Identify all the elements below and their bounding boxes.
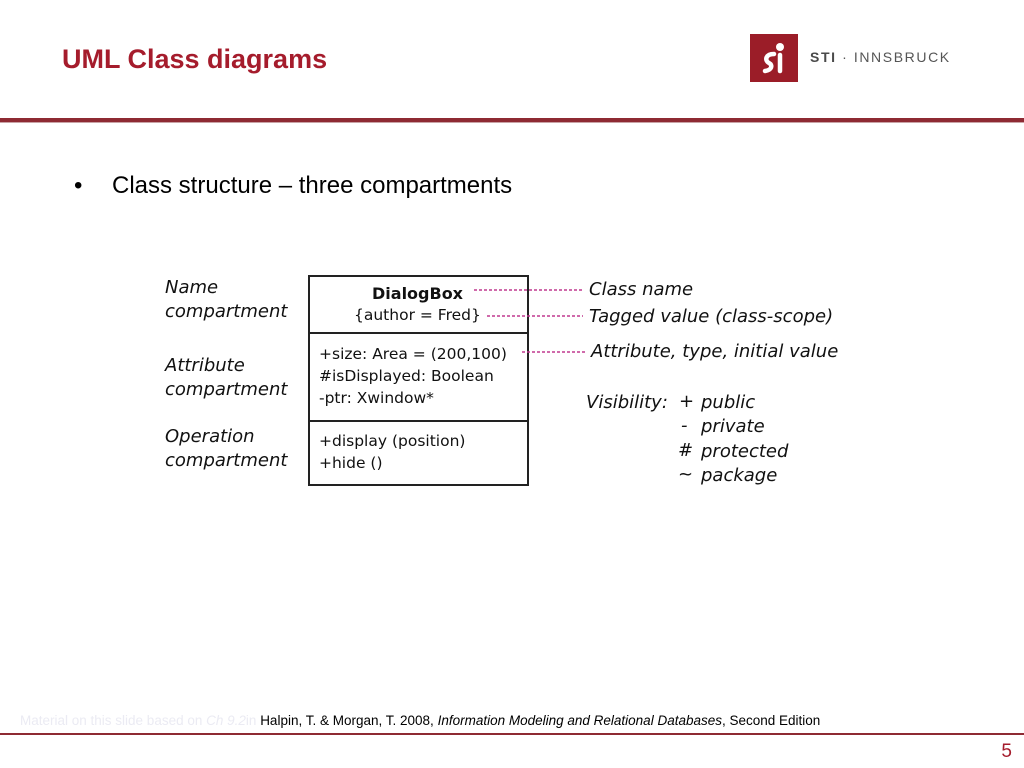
slide-title: UML Class diagrams [62,44,328,74]
operation-display: +display (position) [319,432,466,450]
visibility-symbol-protected: # [678,440,694,461]
label-line: Operation [165,426,255,447]
attribute-isdisplayed: #isDisplayed: Boolean [319,367,494,385]
bullet-text: Class structure – three compartments [112,172,513,199]
visibility-symbol-package: ~ [678,464,694,485]
visibility-symbol-private: - [681,415,688,436]
annotation-attribute: Attribute, type, initial value [591,341,839,362]
ref-faint-chapter: Ch 9.2 [206,713,246,728]
visibility-meaning-private: private [701,416,765,437]
attribute-size: +size: Area = (200,100) [319,345,507,363]
class-name: DialogBox [372,284,463,303]
ref-book-title: Information Modeling and Relational Databases [437,713,722,728]
label-line: compartment [165,379,288,400]
visibility-meaning-protected: protected [701,441,789,462]
attribute-compartment-label [165,354,287,402]
label-line: Attribute [165,355,245,376]
bullet-dot: • [74,172,83,199]
visibility-label: Visibility: [586,392,668,413]
class-tagged-value: {author = Fred} [354,306,481,324]
page-number: 5 [1001,741,1012,762]
ref-authors: Halpin, T. & Morgan, T. 2008, [260,713,434,728]
logo-brand: STI [810,49,837,65]
attribute-ptr: -ptr: Xwindow* [319,389,434,407]
ref-edition: , Second Edition [722,713,821,728]
label-line: Name [165,277,219,298]
name-compartment-label [165,276,287,324]
footer-divider [0,733,1024,735]
reference-footnote [20,713,820,728]
operation-compartment-label [165,425,287,473]
logo-separator: · [842,49,849,65]
visibility-meaning-package: package [701,465,778,486]
visibility-meaning-public: public [701,392,756,413]
logo-org: INNSBRUCK [853,49,951,65]
label-line: compartment [165,301,288,322]
ref-faint-prefix: Material on this slide based on [20,713,203,728]
visibility-symbol-public: + [679,391,695,412]
label-line: compartment [165,450,288,471]
operation-hide: +hide () [319,454,383,472]
ref-faint-in: in [245,713,257,728]
annotation-class-name: Class name [589,279,694,300]
annotation-tagged-value: Tagged value (class-scope) [589,306,834,327]
